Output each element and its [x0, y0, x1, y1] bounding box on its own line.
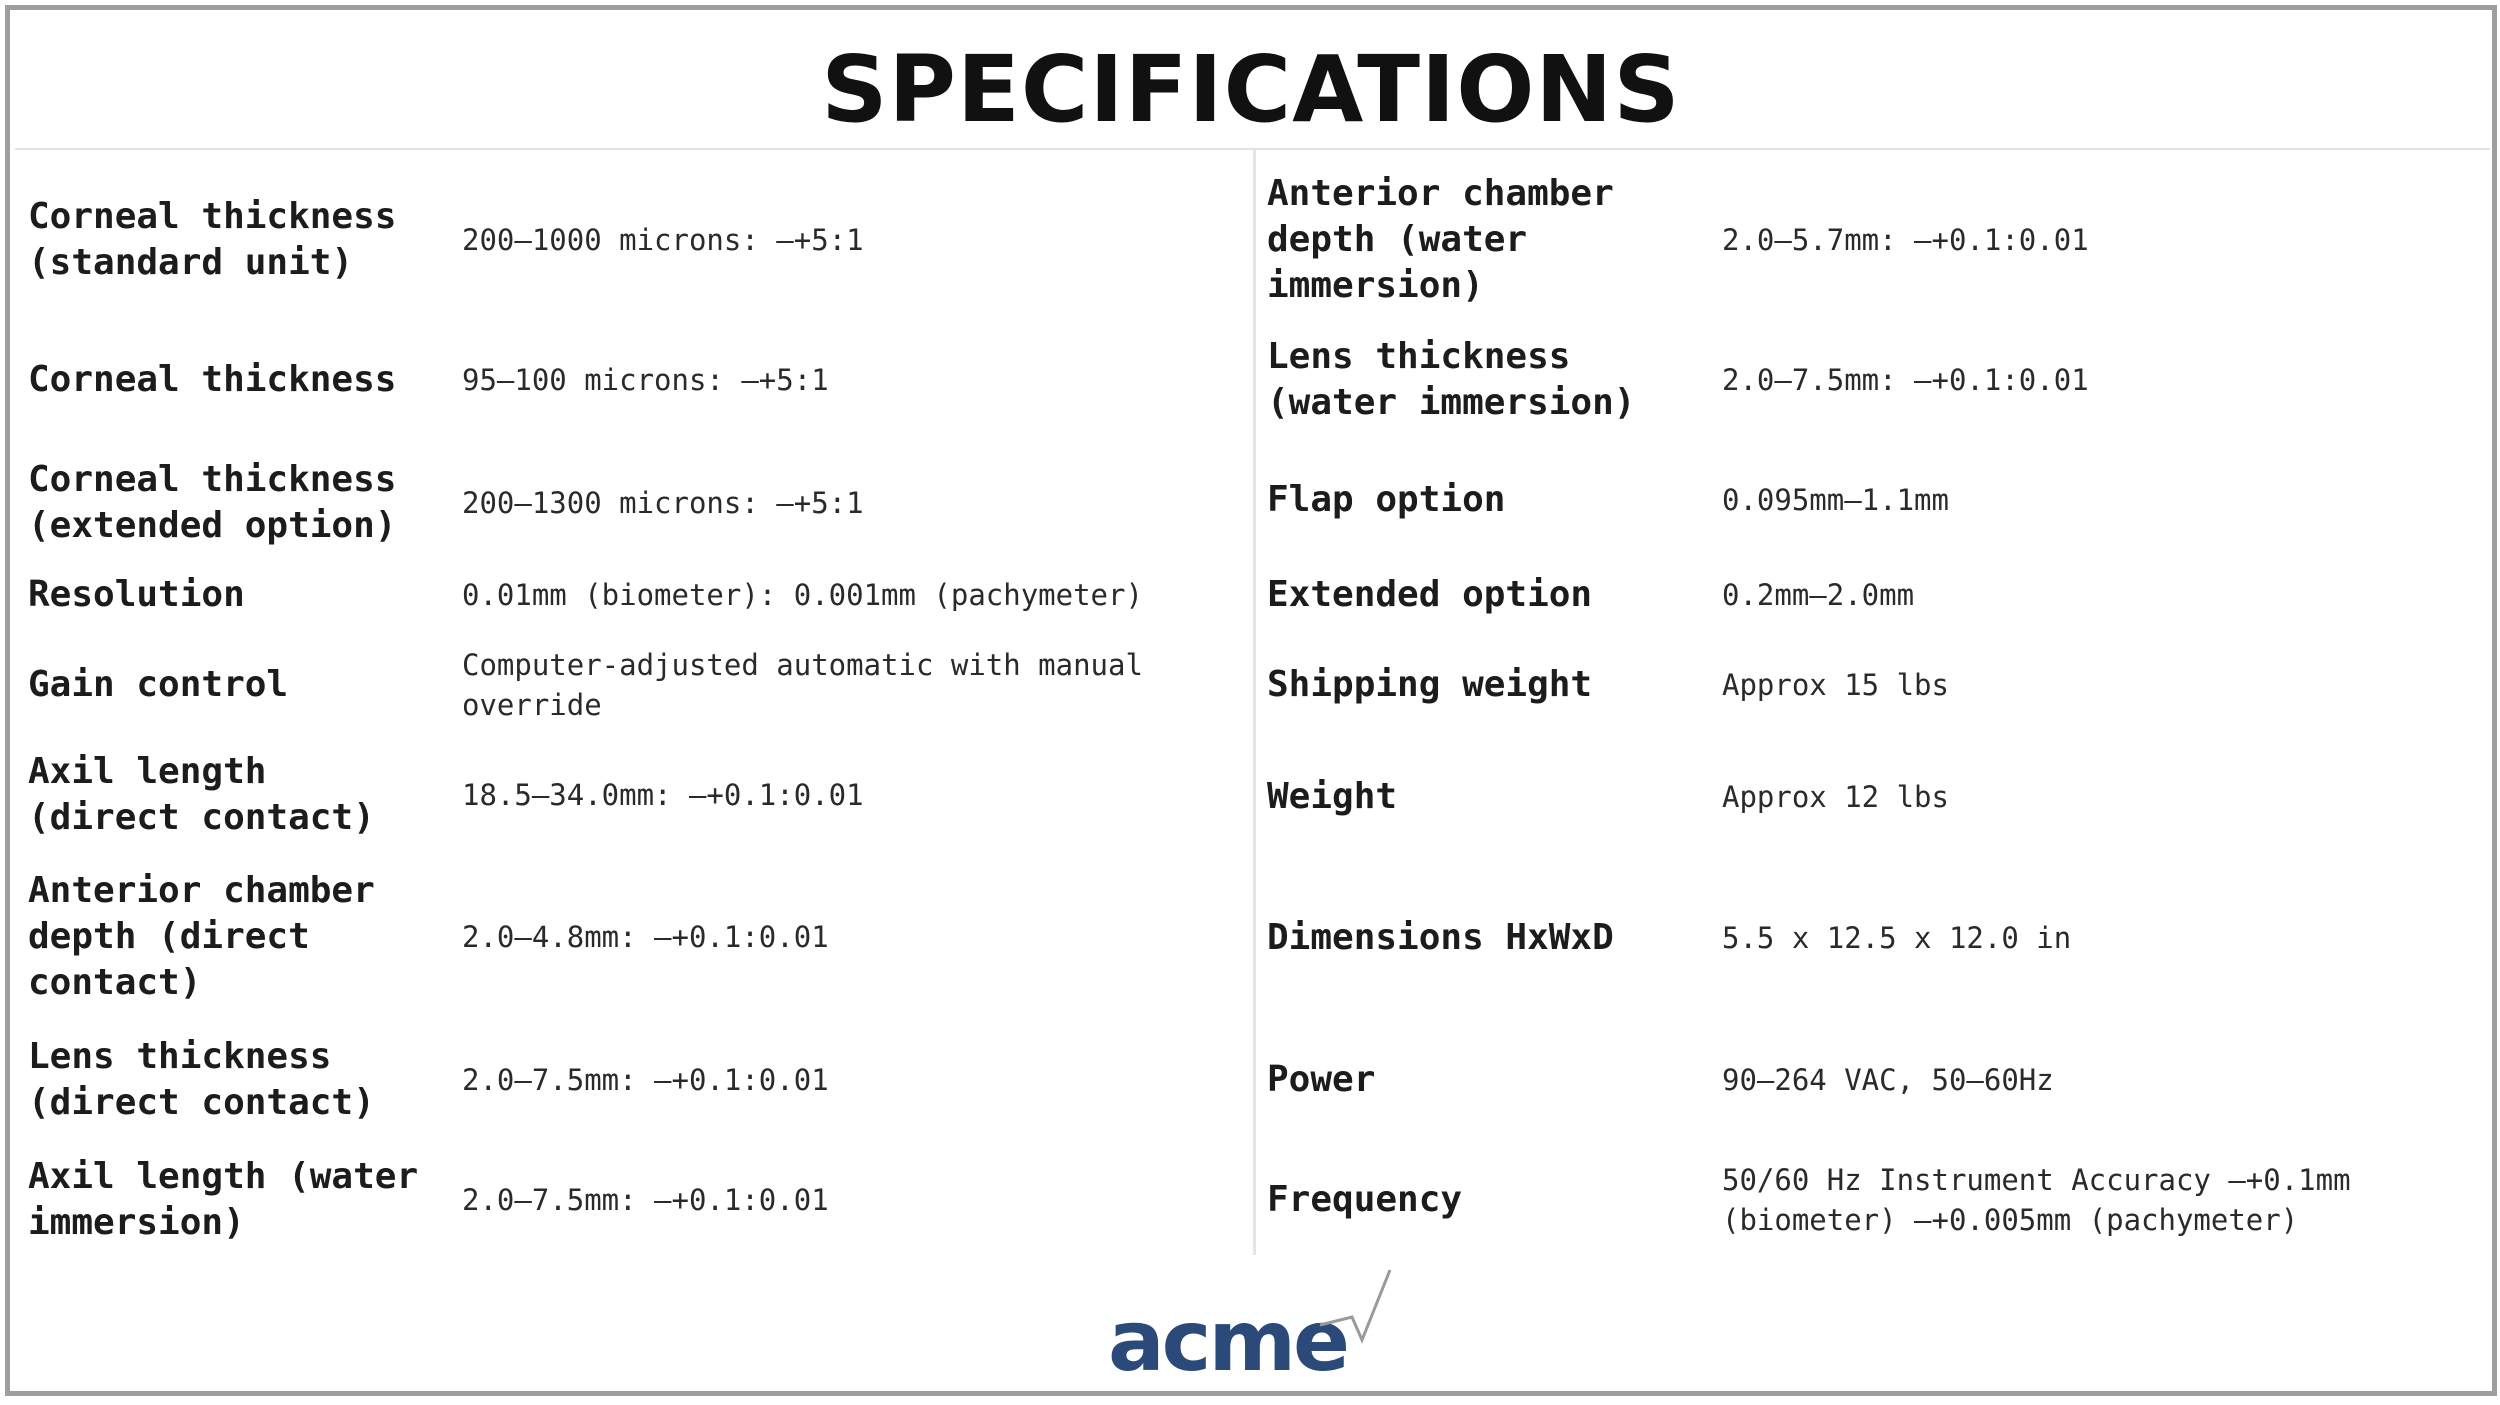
spec-value: 200–1300 microns: –+5:1 [462, 486, 864, 520]
spec-value: 95–100 microns: –+5:1 [462, 363, 829, 397]
spec-label: Axil length (water immersion) [28, 1156, 419, 1243]
page-title: SPECIFICATIONS [821, 36, 1681, 143]
spec-label: Anterior chamber depth (water immersion) [1267, 173, 1614, 306]
spec-value: 2.0–5.7mm: –+0.1:0.01 [1722, 223, 2089, 257]
spec-label: Dimensions HxWxD [1267, 917, 1614, 958]
spec-label: Lens thickness (water immersion) [1267, 336, 1636, 423]
column-divider [1253, 150, 1256, 1255]
spec-value: 2.0–7.5mm: –+0.1:0.01 [1722, 363, 2089, 397]
spec-label: Power [1267, 1059, 1376, 1100]
spec-label: Frequency [1267, 1179, 1463, 1220]
spec-value: 200–1000 microns: –+5:1 [462, 223, 864, 257]
spec-label: Lens thickness (direct contact) [28, 1036, 375, 1123]
spec-label: Weight [1267, 776, 1398, 817]
spec-value: 2.0–7.5mm: –+0.1:0.01 [462, 1183, 829, 1217]
spec-value: 0.2mm–2.0mm [1722, 578, 1915, 612]
spec-label: Gain control [28, 664, 289, 705]
spec-sheet [5, 5, 2497, 1396]
spec-label: Resolution [28, 574, 245, 615]
spec-value: 18.5–34.0mm: –+0.1:0.01 [462, 778, 864, 812]
spec-label: Axil length (direct contact) [28, 751, 375, 838]
spec-value: Approx 15 lbs [1722, 668, 1949, 702]
spec-value: Computer-adjusted automatic with manual override [462, 648, 1143, 722]
spec-label: Anterior chamber depth (direct contact) [28, 870, 375, 1003]
spec-value: 0.095mm–1.1mm [1722, 483, 1949, 517]
spec-label: Extended option [1267, 574, 1593, 615]
spec-value: Approx 12 lbs [1722, 780, 1949, 814]
spec-label: Flap option [1267, 479, 1506, 520]
spec-value: 2.0–4.8mm: –+0.1:0.01 [462, 920, 829, 954]
spec-label: Corneal thickness (extended option) [28, 459, 397, 546]
spec-value: 2.0–7.5mm: –+0.1:0.01 [462, 1063, 829, 1097]
spec-label: Shipping weight [1267, 664, 1593, 705]
spec-label: Corneal thickness (standard unit) [28, 196, 397, 283]
acme-logo [1090, 1255, 1450, 1405]
spec-value: 50/60 Hz Instrument Accuracy –+0.1mm (biometer) –+0.005mm (pachymeter) [1722, 1163, 2351, 1237]
spec-value: 90–264 VAC, 50–60Hz [1722, 1063, 2054, 1097]
spec-label: Corneal thickness [28, 359, 397, 400]
spec-value: 0.01mm (biometer): 0.001mm (pachymeter) [462, 578, 1143, 612]
spec-value: 5.5 x 12.5 x 12.0 in [1722, 921, 2072, 955]
logo-wordmark: acme [1108, 1292, 1347, 1390]
